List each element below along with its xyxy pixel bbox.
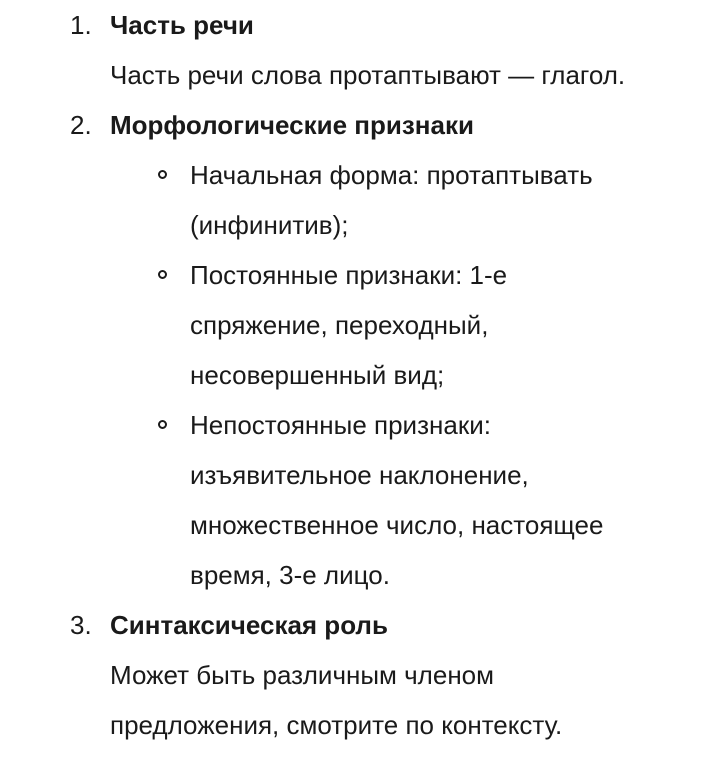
sublist-text: время, 3-е лицо. — [190, 560, 390, 590]
sublist-text: Начальная форма: протаптывать — [190, 160, 593, 190]
sublist-text: несовершенный вид; — [190, 360, 445, 390]
section-heading-part-of-speech: Часть речи — [110, 10, 254, 40]
bullet-circle-icon — [158, 170, 167, 179]
list-number: 3. — [70, 610, 92, 640]
sublist-text: спряжение, переходный, — [190, 310, 489, 340]
list-number: 2. — [70, 110, 92, 140]
sublist-text: (инфинитив); — [190, 210, 349, 240]
section-text: Может быть различным членом — [110, 660, 495, 690]
list-number: 1. — [70, 10, 92, 40]
bullet-circle-icon — [158, 270, 167, 279]
sublist-text: Постоянные признаки: 1-е — [190, 260, 508, 290]
section-heading-morphology: Морфологические признаки — [110, 110, 474, 140]
sublist-text: множественное число, настоящее — [190, 510, 604, 540]
bullet-circle-icon — [158, 420, 167, 429]
section-heading-syntax: Синтаксическая роль — [110, 610, 388, 640]
sublist-text: Непостоянные признаки: — [190, 410, 491, 440]
section-text: предложения, смотрите по контексту. — [110, 710, 563, 740]
sublist-text: изъявительное наклонение, — [190, 460, 529, 490]
section-text: Часть речи слова протаптывают — глагол. — [110, 60, 626, 90]
